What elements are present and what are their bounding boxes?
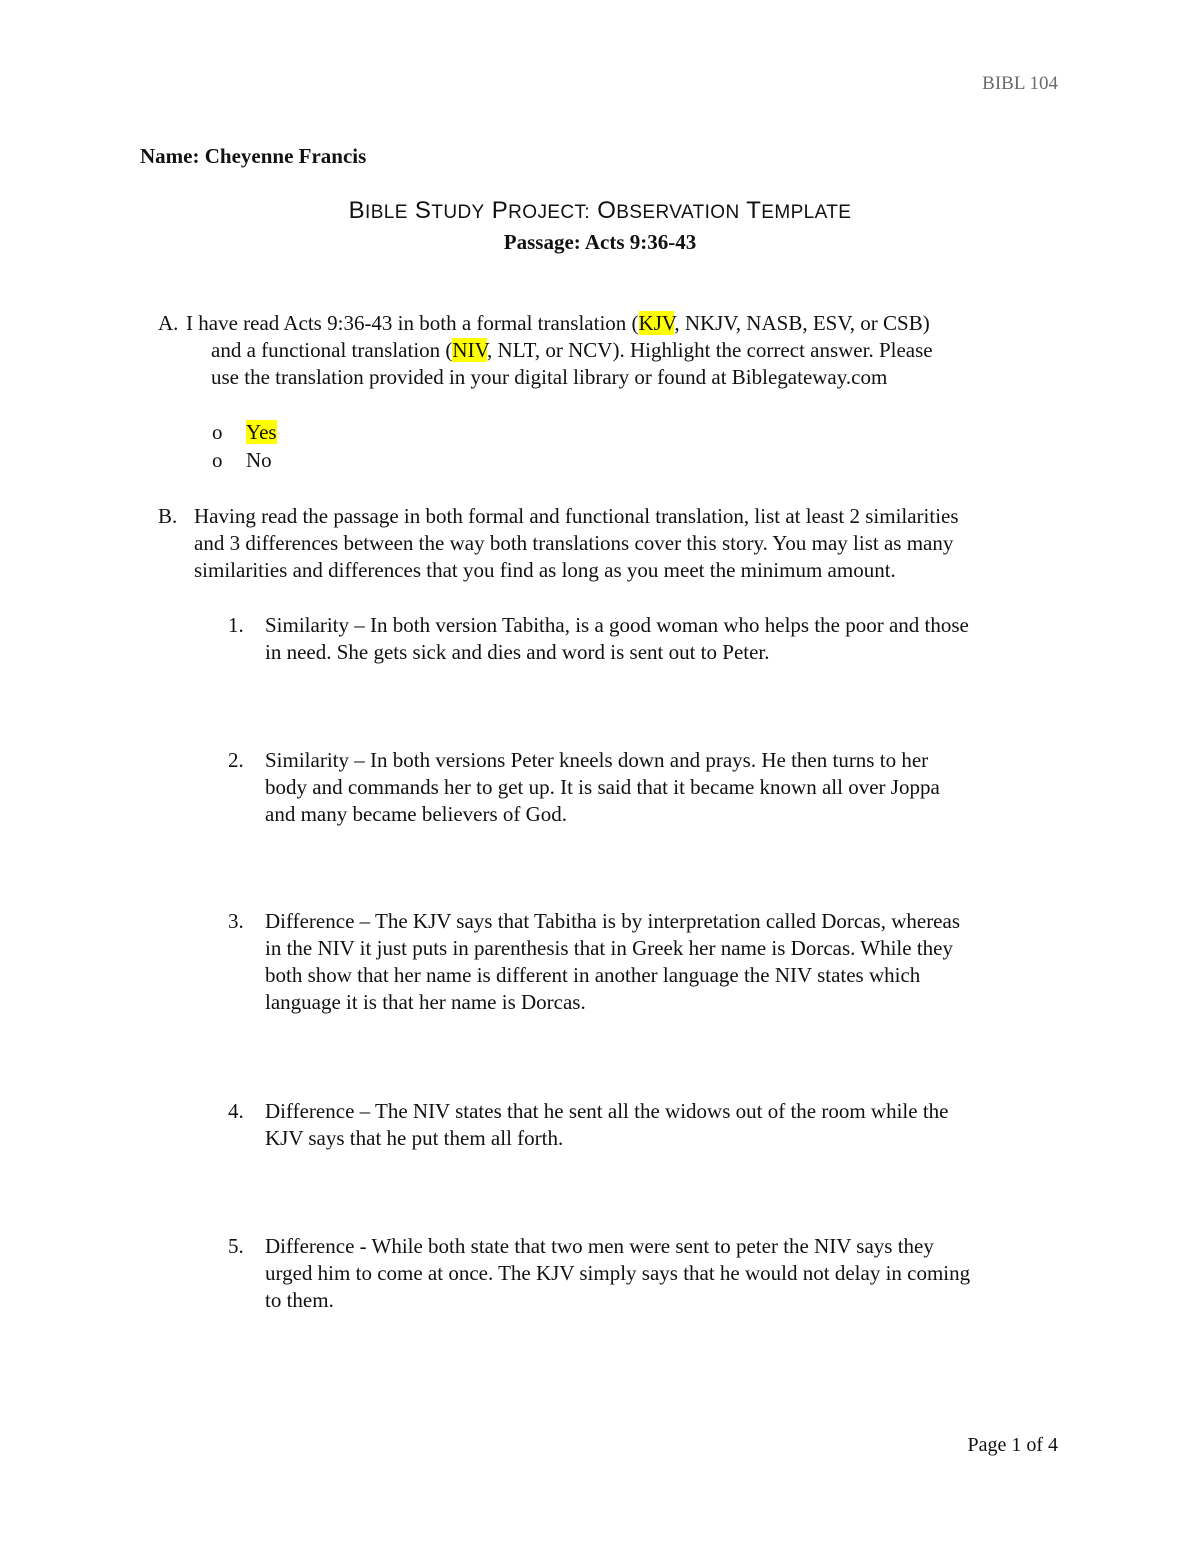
option-label: Yes — [246, 420, 277, 444]
list-item-line: urged him to come at once. The KJV simply says that he would not delay in coming — [265, 1261, 971, 1285]
title-rest: EMPLATE — [761, 202, 852, 223]
list-item-number: 4. — [228, 1099, 244, 1123]
title-rest: TUDY — [431, 202, 485, 223]
list-item — [265, 747, 1065, 828]
highlighted-kjv: KJV — [638, 311, 675, 335]
header-course-code: BIBL 104 — [982, 73, 1058, 94]
title-cap: P — [491, 197, 509, 224]
title-cap: T — [746, 197, 762, 224]
list-item-line: Difference – The NIV states that he sent all the widows out of the room while the — [265, 1099, 949, 1123]
list-item-line: Difference – The KJV says that Tabitha is by interpretation called Dorcas, whereas — [265, 909, 960, 933]
option-bullet: o — [212, 448, 223, 472]
list-item-line: Similarity – In both version Tabitha, is a good woman who helps the poor and those — [265, 613, 969, 637]
question-b-text — [194, 503, 1074, 584]
list-item-line: body and commands her to get up. It is said that it became known all over Joppa — [265, 775, 940, 799]
list-item — [265, 612, 1065, 666]
page-number: Page 1 of 4 — [967, 1434, 1058, 1456]
title-rest: BSERVATION — [616, 202, 740, 223]
question-b-line: similarities and differences that you find as long as you meet the minimum amount. — [194, 558, 896, 582]
list-item-line: Difference - While both state that two men were sent to peter the NIV says they — [265, 1234, 934, 1258]
highlighted-niv: NIV — [452, 338, 488, 362]
page-title — [0, 196, 1200, 228]
question-a-label: A. — [158, 311, 179, 335]
title-cap: S — [414, 197, 432, 224]
title-cap: B — [348, 197, 366, 224]
list-item-line: in the NIV it just puts in parenthesis that in Greek her name is Dorcas. While they — [265, 936, 953, 960]
list-item-number: 1. — [228, 613, 244, 637]
option-yes[interactable] — [212, 419, 277, 446]
question-a-line — [186, 337, 1066, 364]
list-item-number: 3. — [228, 909, 244, 933]
list-item — [265, 1233, 1065, 1314]
text-run: , NKJV, NASB, ESV, or CSB) — [674, 311, 930, 335]
list-item — [265, 908, 1065, 1016]
list-item — [265, 1098, 1065, 1152]
list-item-line: to them. — [265, 1288, 334, 1312]
title-rest: ROJECT: — [508, 202, 591, 223]
option-label: No — [246, 448, 272, 472]
list-item-number: 2. — [228, 748, 244, 772]
question-a-line — [186, 310, 1066, 337]
passage-reference: Passage: Acts 9:36-43 — [503, 230, 697, 254]
title-rest: IBLE — [365, 202, 408, 223]
student-name: Name: Cheyenne Francis — [140, 144, 367, 168]
list-item-line: and many became believers of God. — [265, 802, 568, 826]
question-b-label: B. — [158, 504, 178, 528]
list-item-line: Similarity – In both versions Peter kneels down and prays. He then turns to her — [265, 748, 929, 772]
list-item-line: both show that her name is different in another language the NIV states which — [265, 963, 921, 987]
list-item-number: 5. — [228, 1234, 244, 1258]
question-b-line: Having read the passage in both formal and functional translation, list at least 2 similarities — [194, 504, 959, 528]
text-run: and a functional translation ( — [211, 338, 453, 362]
option-bullet: o — [212, 420, 223, 444]
question-b-line: and 3 differences between the way both translations cover this story. You may list as many — [194, 531, 954, 555]
list-item-line: KJV says that he put them all forth. — [265, 1126, 564, 1150]
text-run: , NLT, or NCV). Highlight the correct answer. Please — [487, 338, 933, 362]
question-a-line: use the translation provided in your digital library or found at Biblegateway.com — [211, 365, 888, 389]
option-no[interactable] — [212, 447, 272, 474]
text-run: I have read Acts 9:36-43 in both a formal translation ( — [186, 311, 639, 335]
list-item-line: in need. She gets sick and dies and word is sent out to Peter. — [265, 640, 770, 664]
question-a-text — [186, 310, 1066, 391]
title-cap: O — [597, 197, 617, 224]
list-item-line: language it is that her name is Dorcas. — [265, 990, 586, 1014]
